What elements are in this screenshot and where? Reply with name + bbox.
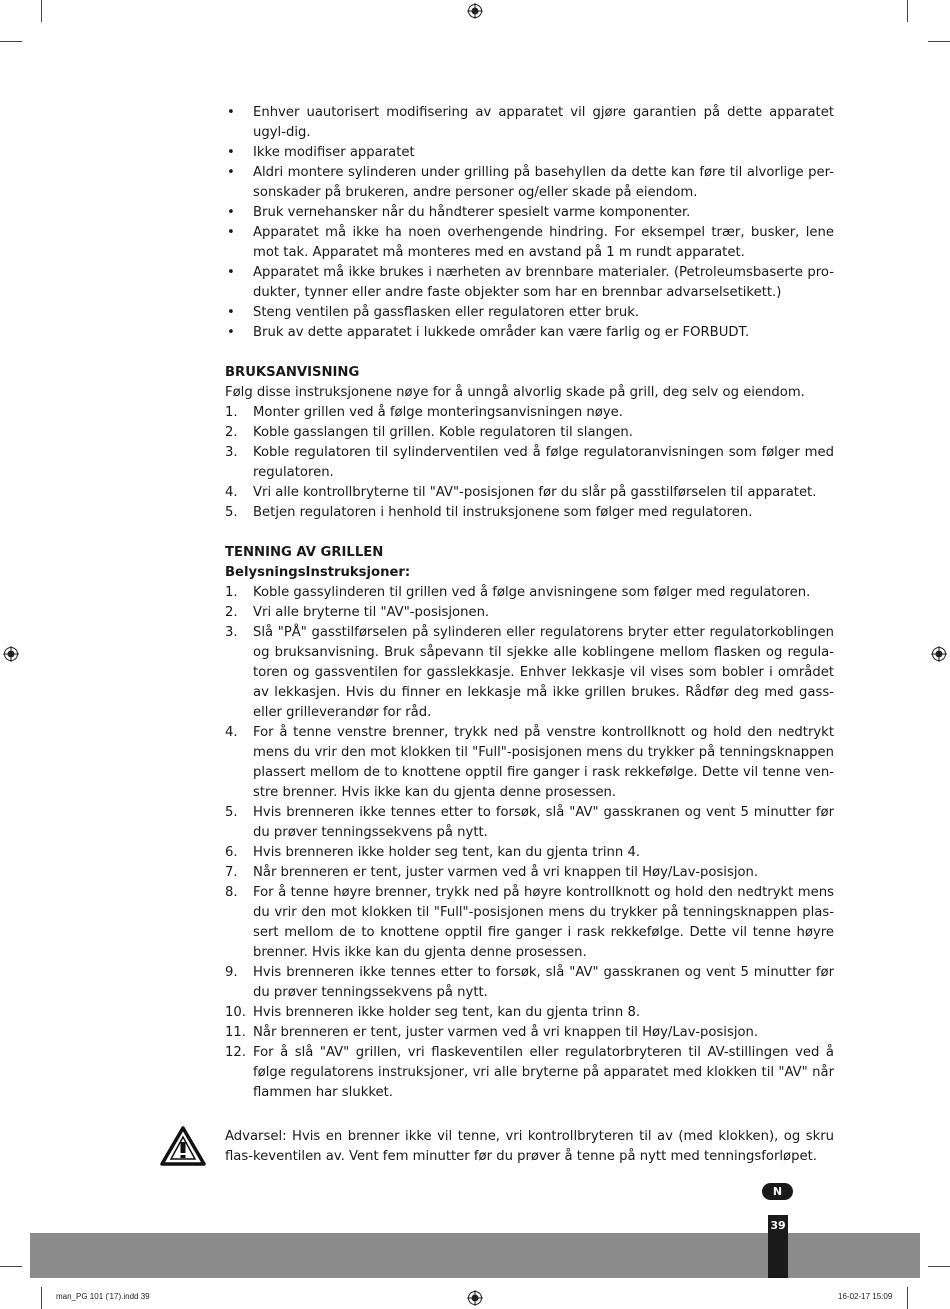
bullet-text: Bruk vernehansker når du håndterer spesielt varme komponenter. bbox=[253, 205, 691, 220]
section-heading: BRUKSANVISNING bbox=[225, 365, 360, 380]
list-item bbox=[225, 103, 834, 143]
crop-mark bbox=[928, 41, 950, 42]
section-tenning bbox=[225, 543, 834, 1103]
bullet-marker: • bbox=[227, 265, 235, 280]
list-item bbox=[225, 263, 834, 303]
registration-mark-icon bbox=[467, 3, 483, 19]
list-item bbox=[225, 503, 834, 523]
step-text: Når brenneren er tent, juster varmen ved å vri knappen til Høy/Lav-posisjon. bbox=[253, 1025, 759, 1040]
bullet-text: Bruk av dette apparatet i lukkede områder kan være farlig og er FORBUDT. bbox=[253, 325, 750, 340]
step-number: 12. bbox=[225, 1045, 246, 1060]
file-slug: man_PG 101 ('17).indd 39 bbox=[56, 1292, 150, 1301]
step-number: 10. bbox=[225, 1005, 246, 1020]
list-item bbox=[225, 223, 834, 263]
list-item bbox=[225, 303, 834, 323]
section-bruksanvisning bbox=[225, 363, 834, 523]
bullet-marker: • bbox=[227, 225, 235, 240]
step-text: Vri alle kontrollbryterne til "AV"-posisjonen før du slår på gasstilførselen til apparatet. bbox=[253, 485, 817, 500]
bullet-marker: • bbox=[227, 145, 235, 160]
page-number: 39 bbox=[768, 1215, 788, 1278]
list-item bbox=[225, 1043, 834, 1103]
list-item bbox=[225, 863, 834, 883]
step-number: 5. bbox=[225, 805, 238, 820]
bullet-text: Aldri montere sylinderen under grilling på basehyllen da dette kan føre til alvorlige per-sonskader på brukeren, andre personer og/eller skade på eiendom. bbox=[253, 165, 834, 200]
list-item bbox=[225, 443, 834, 483]
list-item bbox=[225, 583, 834, 603]
list-item bbox=[225, 603, 834, 623]
registration-mark-icon bbox=[467, 1290, 483, 1306]
step-text: Slå "PÅ" gasstilførselen på sylinderen eller regulatorens bryter etter regulatorkoblingen og bruksanvisning. Bruk såpevann til sjekke alle koblingene mellom flasken og regula-toren og gassventilen for gasslekkasje. Enhver lekkasje vil vises som bobler i området av lekkasjen. Hvis du finner en lekkasje må ikke grillen brukes. Rådfør deg med gass- eller grilleverandør for råd. bbox=[253, 625, 834, 720]
crop-mark bbox=[907, 1287, 908, 1309]
list-item bbox=[225, 423, 834, 443]
language-badge: N bbox=[762, 1183, 793, 1200]
list-item bbox=[225, 883, 834, 963]
step-text: Koble gassylinderen til grillen ved å følge anvisningene som følger med regulatoren. bbox=[253, 585, 811, 600]
section-intro: Følg disse instruksjonene nøye for å unngå alvorlig skade på grill, deg selv og eiendom. bbox=[225, 385, 805, 400]
bullet-marker: • bbox=[227, 105, 235, 120]
date-slug: 16-02-17 15:09 bbox=[838, 1292, 893, 1301]
crop-mark bbox=[0, 1266, 22, 1267]
step-text: Hvis brenneren ikke tennes etter to forsøk, slå "AV" gasskranen og vent 5 minutter før du prøver tenningssekvens på nytt. bbox=[253, 965, 834, 1000]
warning-text: Advarsel: Hvis en brenner ikke vil tenne, vri kontrollbryteren til av (med klokken), og skru flas-keventilen av. Vent fem minutter før du prøver å tenne på nytt med tenningsforløpet. bbox=[225, 1129, 834, 1164]
step-number: 7. bbox=[225, 865, 238, 880]
step-number: 2. bbox=[225, 605, 238, 620]
crop-mark bbox=[907, 0, 908, 22]
step-text: Monter grillen ved å følge monteringsanvisningen nøye. bbox=[253, 405, 623, 420]
step-text: Koble regulatoren til sylinderventilen ved å følge regulatoranvisningen som følger med regulatoren. bbox=[253, 445, 834, 480]
list-item bbox=[225, 1003, 834, 1023]
step-text: Betjen regulatoren i henhold til instruksjonene som følger med regulatoren. bbox=[253, 505, 753, 520]
crop-mark bbox=[41, 0, 42, 22]
step-text: Når brenneren er tent, juster varmen ved å vri knappen til Høy/Lav-posisjon. bbox=[253, 865, 759, 880]
list-item bbox=[225, 203, 834, 223]
section-heading: TENNING AV GRILLEN bbox=[225, 545, 384, 560]
list-item bbox=[225, 623, 834, 723]
bullet-text: Apparatet må ikke brukes i nærheten av brennbare materialer. (Petroleumsbaserte pro-dukter, tynner eller andre faste objekter som har en brennbar advarselsetikett.) bbox=[253, 265, 834, 300]
list-item bbox=[225, 403, 834, 423]
list-item bbox=[225, 1023, 834, 1043]
crop-mark bbox=[0, 41, 22, 42]
step-number: 4. bbox=[225, 725, 238, 740]
step-number: 4. bbox=[225, 485, 238, 500]
step-text: Vri alle bryterne til "AV"-posisjonen. bbox=[253, 605, 490, 620]
registration-mark-icon bbox=[3, 646, 19, 662]
list-item bbox=[225, 803, 834, 843]
step-text: Hvis brenneren ikke holder seg tent, kan du gjenta trinn 4. bbox=[253, 845, 641, 860]
bullet-marker: • bbox=[227, 205, 235, 220]
step-text: For å tenne venstre brenner, trykk ned på venstre kontrollknott og hold den nedtrykt mens du vrir den mot klokken til "Full"-posisjonen mens du trykker på tenningsknappen plassert mellom de to knottene opptil fire ganger i rask rekkefølge. Dette vil tenne ven-stre brenner. Hvis ikke kan du gjenta denne prosessen. bbox=[253, 725, 834, 800]
step-text: For å slå "AV" grillen, vri flaskeventilen eller regulatorbryteren til AV-stillingen ved å følge regulatorens instruksjoner, vri alle bryterne på apparatet med klokken til "AV" når flammen har slukket. bbox=[253, 1045, 834, 1100]
step-number: 3. bbox=[225, 625, 238, 640]
registration-mark-icon bbox=[931, 646, 947, 662]
bullet-marker: • bbox=[227, 325, 235, 340]
step-number: 3. bbox=[225, 445, 238, 460]
step-text: Hvis brenneren ikke tennes etter to forsøk, slå "AV" gasskranen og vent 5 minutter før du prøver tenningssekvens på nytt. bbox=[253, 805, 834, 840]
crop-mark bbox=[928, 1266, 950, 1267]
list-item bbox=[225, 323, 834, 343]
crop-mark bbox=[41, 1287, 42, 1309]
bullet-text: Enhver uautorisert modifisering av apparatet vil gjøre garantien på dette apparatet ugyl-dig. bbox=[253, 105, 834, 140]
bullet-text: Apparatet må ikke ha noen overhengende hindring. For eksempel trær, busker, lene mot tak. Apparatet må monteres med en avstand på 1 m rundt apparatet. bbox=[253, 225, 834, 260]
step-text: Koble gasslangen til grillen. Koble regulatoren til slangen. bbox=[253, 425, 633, 440]
step-number: 5. bbox=[225, 505, 238, 520]
step-text: Hvis brenneren ikke holder seg tent, kan du gjenta trinn 8. bbox=[253, 1005, 641, 1020]
bullet-marker: • bbox=[227, 165, 235, 180]
warning-triangle-icon bbox=[160, 1126, 206, 1166]
bullet-text: Steng ventilen på gassflasken eller regulatoren etter bruk. bbox=[253, 305, 640, 320]
step-number: 9. bbox=[225, 965, 238, 980]
step-number: 1. bbox=[225, 405, 238, 420]
list-item bbox=[225, 143, 834, 163]
section-subheading: BelysningsInstruksjoner: bbox=[225, 565, 411, 580]
list-item bbox=[225, 723, 834, 803]
page-content bbox=[225, 103, 834, 1103]
step-number: 1. bbox=[225, 585, 238, 600]
list-item bbox=[225, 483, 834, 503]
bullet-marker: • bbox=[227, 305, 235, 320]
safety-bullet-list bbox=[225, 103, 834, 343]
list-item bbox=[225, 963, 834, 1003]
step-number: 8. bbox=[225, 885, 238, 900]
step-number: 11. bbox=[225, 1025, 246, 1040]
step-number: 6. bbox=[225, 845, 238, 860]
step-text: For å tenne høyre brenner, trykk ned på høyre kontrollknott og hold den nedtrykt mens du vrir den mot klokken til "Full"-posisjonen mens du trykker på tenningsknappen plas-sert mellom de to knottene opptil fire ganger i rask rekkefølge. Dette vil tenne høyre brenner. Hvis ikke kan du gjenta denne prosessen. bbox=[253, 885, 834, 960]
list-item bbox=[225, 843, 834, 863]
step-number: 2. bbox=[225, 425, 238, 440]
list-item bbox=[225, 163, 834, 203]
bullet-text: Ikke modifiser apparatet bbox=[253, 145, 415, 160]
